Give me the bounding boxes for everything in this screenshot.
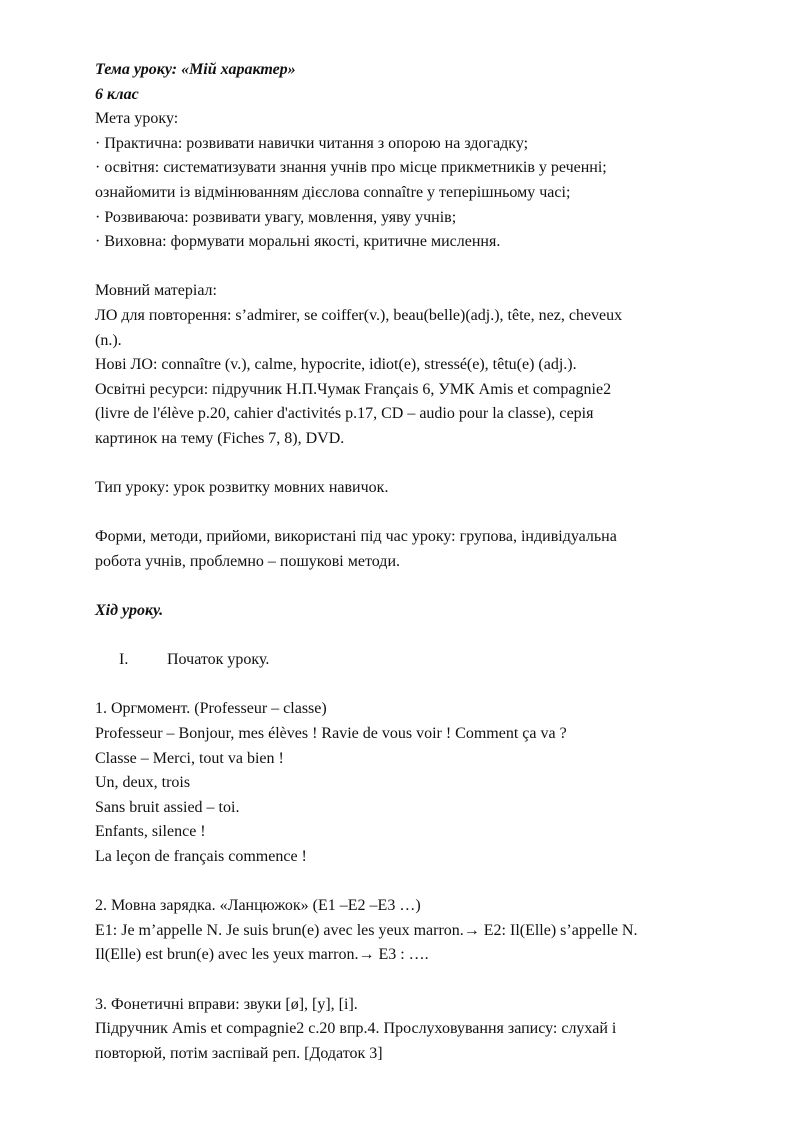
goal-line: · освітня: систематизувати знання учнів про місце прикметників у реченні; — [95, 159, 607, 177]
document-body — [95, 58, 745, 1066]
lesson-type: Тип уроку: урок розвитку мовних навичок. — [95, 479, 389, 497]
orgmoment-line: Classe – Merci, tout va bien ! — [95, 749, 284, 767]
spacer — [95, 968, 745, 993]
goal-line: · Виховна: формувати моральні якості, критичне мислення. — [95, 233, 501, 251]
orgmoment-line: La leçon de français commence ! — [95, 848, 307, 865]
lesson-title: Тема уроку: «Мій характер» — [95, 61, 296, 78]
grade-label: 6 клас — [95, 85, 139, 103]
goal-line: · Розвиваюча: розвивати увагу, мовлення, уяву учнів; — [95, 208, 457, 226]
phonetics-line: повторюй, потім заспівай реп. [Додаток 3] — [95, 1044, 383, 1062]
spacer — [95, 624, 745, 649]
spacer — [95, 870, 745, 895]
spacer — [95, 452, 745, 477]
materials-line: (livre de l'élève p.20, cahier d'activités p.17, CD – audio pour la classe), серія — [95, 405, 594, 423]
warmup-line: E1: Je m’appelle N. Je suis brun(e) avec les yeux marron.→ E2: Il(Elle) s’appelle N. — [95, 921, 638, 939]
warmup-line: Il(Elle) est brun(e) avec les yeux marron.→ E3 : …. — [95, 946, 429, 964]
methods-line: робота учнів, проблемно – пошукові методи. — [95, 552, 400, 570]
goals-heading: Мета уроку: — [95, 110, 179, 128]
orgmoment-line: 1. Оргмомент. (Professeur – classe) — [95, 700, 327, 718]
spacer — [95, 501, 745, 526]
materials-line: Нові ЛО: connaître (v.), calme, hypocrite, idiot(e), stressé(e), têtu(e) (adj.). — [95, 356, 577, 374]
warmup-line: 2. Мовна зарядка. «Ланцюжок» (E1 –E2 –E3 …) — [95, 897, 421, 915]
orgmoment-line: Sans bruit assied – toi. — [95, 798, 240, 816]
phonetics-line: Підручник Amis et compagnie2 с.20 впр.4. Прослуховування запису: слухай і — [95, 1020, 617, 1038]
progress-heading: Хід уроку. — [95, 602, 164, 620]
spacer — [95, 574, 745, 599]
methods-line: Форми, методи, прийоми, використані під час уроку: групова, індивідуальна — [95, 528, 617, 546]
orgmoment-line: Professeur – Bonjour, mes élèves ! Ravie de vous voir ! Comment ça va ? — [95, 725, 567, 743]
spacer — [95, 255, 745, 280]
section-number: I. — [119, 651, 129, 669]
materials-line: Освітні ресурси: підручник Н.П.Чумак Français 6, УМК Amis et compagnie2 — [95, 380, 612, 398]
materials-line: картинок на тему (Fiches 7, 8), DVD. — [95, 429, 345, 447]
materials-line: (n.). — [95, 331, 122, 349]
materials-line: ЛО для повторення: s’admirer, se coiffer(v.), beau(belle)(adj.), tête, nez, cheveux — [95, 306, 623, 324]
orgmoment-line: Un, deux, trois — [95, 774, 191, 792]
section-heading — [95, 648, 745, 673]
orgmoment-line: Enfants, silence ! — [95, 823, 206, 841]
spacer — [95, 673, 745, 698]
goal-line: · Практична: розвивати навички читання з опорою на здогадку; — [95, 134, 529, 152]
phonetics-line: 3. Фонетичні вправи: звуки [ø], [y], [i]. — [95, 995, 358, 1013]
materials-heading: Мовний матеріал: — [95, 282, 217, 300]
section-title: Початок уроку. — [167, 651, 270, 669]
goal-line: ознайомити із відмінюванням дієслова connaître у теперішньому часі; — [95, 183, 571, 201]
